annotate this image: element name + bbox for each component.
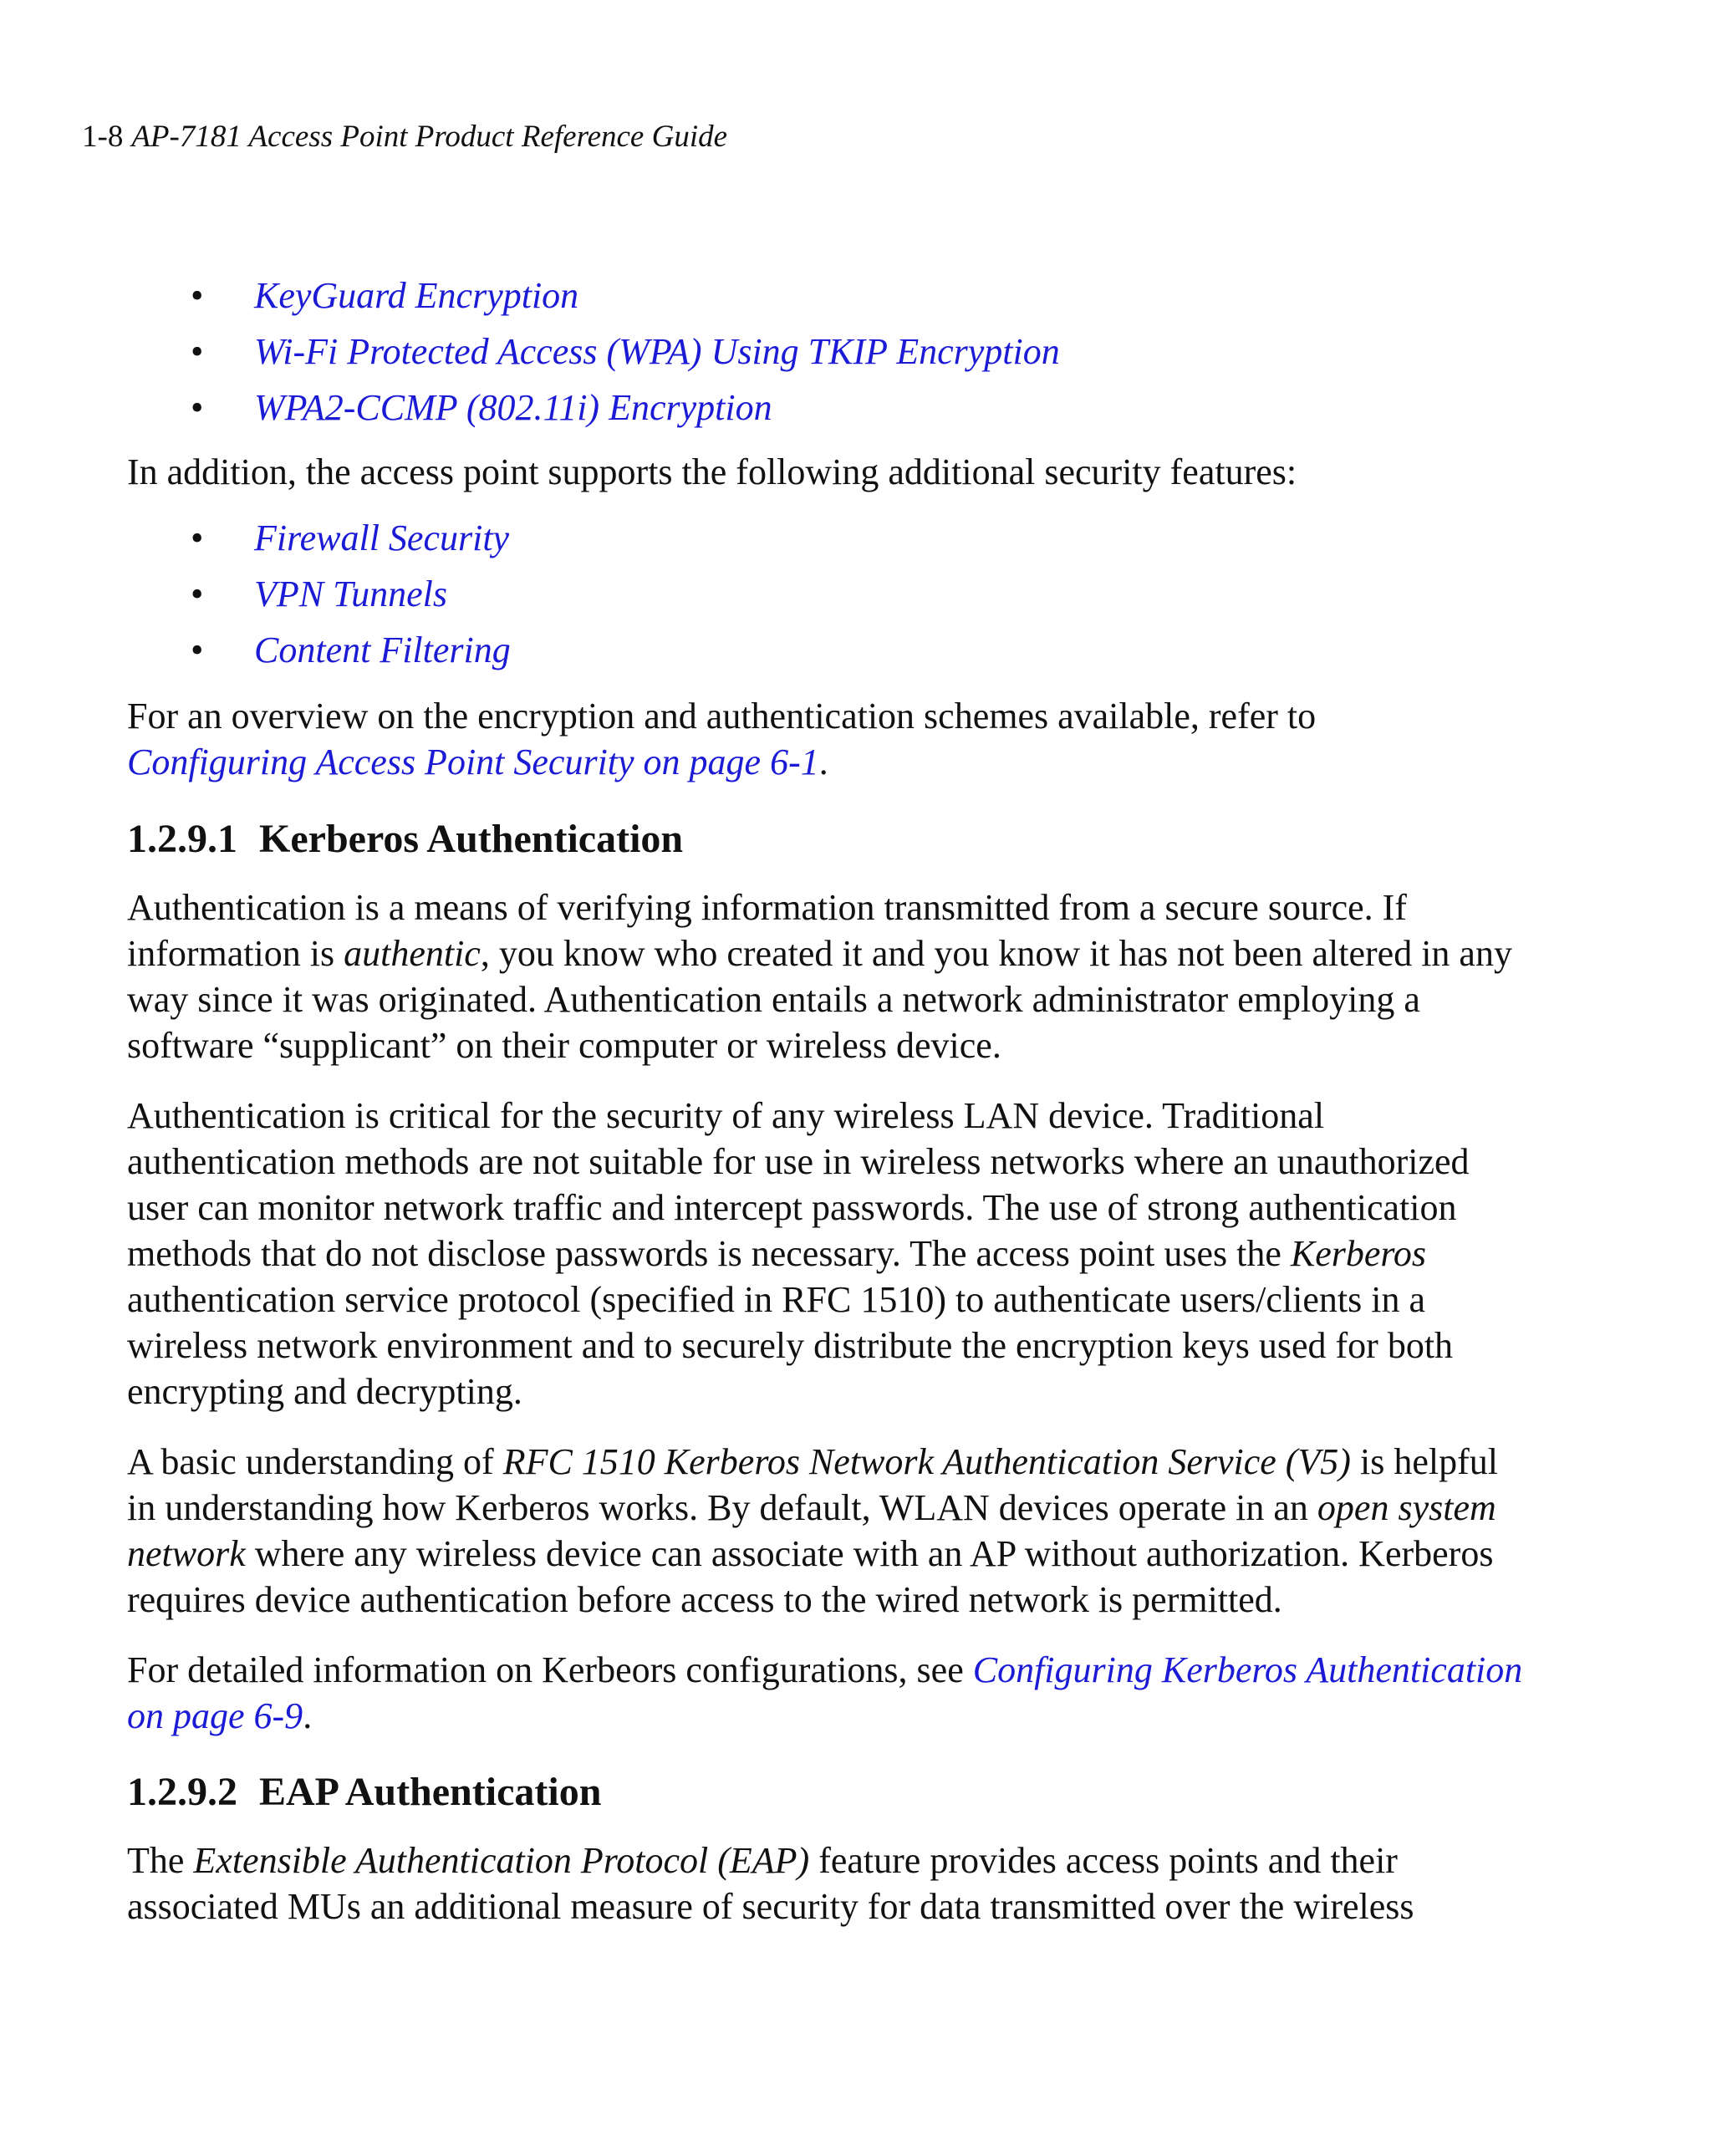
running-header: [82, 117, 727, 157]
list-item: [127, 622, 1531, 678]
kerberos-paragraph-4: [127, 1647, 1531, 1739]
text-run: The: [127, 1840, 194, 1881]
text-run: For detailed information on Kerbeors configurations, see: [127, 1649, 973, 1690]
link-vpn-tunnels[interactable]: VPN Tunnels: [254, 573, 448, 614]
section-number: 1.2.9.1: [127, 817, 237, 861]
bullet-icon: •: [191, 629, 204, 670]
link-configuring-kerberos[interactable]: Configuring Kerberos Authentication on page 6-9: [127, 1649, 1523, 1736]
section-heading-kerberos: [127, 814, 1531, 864]
kerberos-paragraph-2: [127, 1093, 1531, 1414]
list-item: [127, 566, 1531, 622]
guide-title: AP-7181 Access Point Product Reference Guide: [131, 120, 728, 154]
list-item: [127, 268, 1531, 324]
section-title: Kerberos Authentication: [259, 817, 684, 861]
text-run: feature provides access points and their associated MUs an additional measure of security for data transmitted over the wireless: [127, 1840, 1414, 1927]
kerberos-paragraph-3: [127, 1439, 1531, 1623]
link-keyguard-encryption[interactable]: KeyGuard Encryption: [254, 275, 579, 316]
overview-text: For an overview on the encryption and authentication schemes available, refer to: [127, 696, 1317, 737]
overview-end: .: [818, 742, 828, 782]
text-run: , you know who created it and you know it has not been altered in any way since it was originated. Authentication entails a network administrator employing a software “supplicant” on their computer or wireless device.: [127, 933, 1512, 1066]
link-wpa-tkip-encryption[interactable]: Wi-Fi Protected Access (WPA) Using TKIP Encryption: [254, 331, 1060, 372]
emphasis-text: Kerberos: [1290, 1233, 1426, 1274]
link-wpa2-ccmp-encryption[interactable]: WPA2-CCMP (802.11i) Encryption: [254, 387, 772, 428]
link-content-filtering[interactable]: Content Filtering: [254, 629, 511, 670]
section-number: 1.2.9.2: [127, 1770, 237, 1814]
section-title: EAP Authentication: [259, 1770, 602, 1814]
list-item: [127, 380, 1531, 436]
emphasis-text: authentic: [344, 933, 481, 974]
emphasis-text: open system network: [127, 1487, 1496, 1574]
intro-paragraph: In addition, the access point supports the following additional security features:: [127, 451, 1297, 492]
encryption-list: [127, 268, 1531, 436]
text-run: A basic understanding of: [127, 1441, 503, 1482]
link-configuring-ap-security[interactable]: Configuring Access Point Security on page 6-1: [127, 742, 819, 782]
kerberos-paragraph-1: [127, 884, 1531, 1068]
overview-paragraph: [127, 693, 1531, 785]
bullet-icon: •: [191, 331, 204, 372]
bullet-icon: •: [191, 275, 204, 316]
page-number: 1-8: [82, 120, 124, 154]
text-run: Authentication is critical for the security of any wireless LAN device. Traditional authentication methods are not suitable for use in wireless networks where an unauthorized user can monitor network traffic and intercept passwords. The use of strong authentication methods that do not disclose passwords is necessary. The access point uses the: [127, 1095, 1470, 1274]
section-heading-eap: [127, 1767, 1531, 1817]
text-run: authentication service protocol (specified in RFC 1510) to authenticate users/clients in a wireless network environment and to securely distribute the encryption keys used for both encrypting and decrypting.: [127, 1279, 1454, 1412]
list-item: [127, 324, 1531, 380]
bullet-icon: •: [191, 573, 204, 614]
emphasis-text: RFC 1510 Kerberos Network Authentication Service (V5): [502, 1441, 1351, 1482]
text-run: Authentication is a means of verifying information transmitted from a secure source. If information is: [127, 887, 1407, 974]
bullet-icon: •: [191, 387, 204, 428]
page-content: [127, 268, 1531, 1954]
text-run: is helpful in understanding how Kerberos works. By default, WLAN devices operate in an: [127, 1441, 1498, 1528]
eap-paragraph-1: [127, 1837, 1531, 1929]
text-run: where any wireless device can associate with an AP without authorization. Kerberos requires device authentication before access to the wired network is permitted.: [127, 1533, 1494, 1620]
list-item: [127, 510, 1531, 566]
emphasis-text: Extensible Authentication Protocol (EAP): [193, 1840, 810, 1881]
text-run: .: [303, 1695, 313, 1736]
security-features-list: [127, 510, 1531, 678]
bullet-icon: •: [191, 517, 204, 558]
link-firewall-security[interactable]: Firewall Security: [254, 517, 510, 558]
